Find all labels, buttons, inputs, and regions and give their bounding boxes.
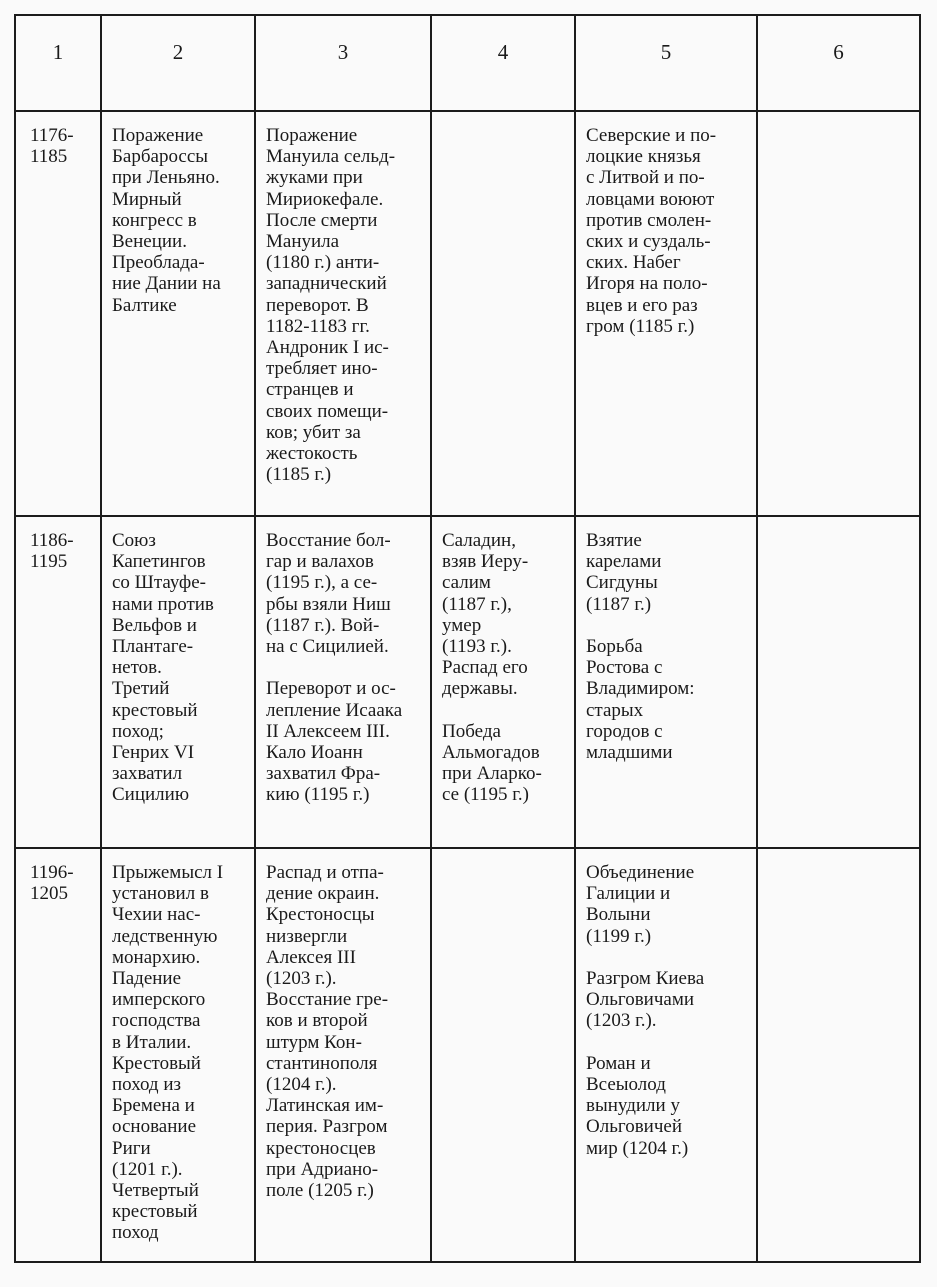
table-row — [15, 111, 920, 516]
table-cell — [255, 111, 431, 516]
cell-text: Распад и отпа- дение окраин. Крестоносцы низвергли Алексея III (1203 г.). Восстание гре- ков и второй штурм Кон- стантинополя (1204 г.). Латинская им- перия. Разгром крестоносцев при Адриано- поле (1205 г.) — [266, 862, 389, 1202]
table-cell — [757, 848, 920, 1262]
table-cell — [575, 848, 757, 1262]
cell-text — [758, 849, 919, 872]
period-text: 1176- 1185 — [30, 125, 74, 168]
cell-text: Объединение Галиции и Волыни (1199 г.) Разгром Киева Ольговичами (1203 г.). Роман и Всеыолод вынудили у Ольговичей мир (1204 г.) — [586, 862, 705, 1159]
column-header-2: 2 — [101, 15, 255, 111]
period-text: 1196- 1205 — [30, 862, 74, 905]
cell-text: Союз Капетингов со Штауфе- нами против Вельфов и Плантаге- нетов. Третий крестовый поход; Генрих VI захватил Сицилию — [112, 530, 214, 806]
cell-text: Прыжемысл I установил в Чехии нас- ледственную монархию. Падение имперского господства в Италии. Крестовый поход из Бремена и основание Риги (1201 г.). Четвертый крестовый поход — [112, 862, 224, 1244]
cell-text — [432, 112, 574, 135]
column-header-4: 4 — [431, 15, 575, 111]
table-cell — [255, 848, 431, 1262]
period-cell — [15, 516, 101, 848]
table-cell — [757, 516, 920, 848]
table-cell — [431, 111, 575, 516]
period-cell — [15, 111, 101, 516]
table-row — [15, 848, 920, 1262]
cell-text: Взятие карелами Сигдуны (1187 г.) Борьба Ростова с Владимиром: старых городов с младшими — [586, 530, 695, 764]
column-header-5: 5 — [575, 15, 757, 111]
column-header-3: 3 — [255, 15, 431, 111]
table-cell — [101, 516, 255, 848]
cell-text — [432, 849, 574, 872]
cell-text: Поражение Барбароссы при Леньяно. Мирный конгресс в Венеции. Преоблада- ние Дании на Балтике — [112, 125, 221, 316]
column-header-1: 1 — [15, 15, 101, 111]
period-text: 1186- 1195 — [30, 530, 74, 573]
cell-text: Саладин, взяв Иеру- салим (1187 г.), умер (1193 г.). Распад его державы. Победа Альмогадов при Аларко- се (1195 г.) — [442, 530, 542, 806]
cell-text: Поражение Мануила сельд- жуками при Мириокефале. После смерти Мануила (1180 г.) анти- западнический переворот. В 1182-1183 гг. Андроник I ис- требляет ино- странцев и своих помещи- ков; убит за жестокость (1185 г.) — [266, 125, 396, 486]
cell-text: Северские и по- лоцкие князья с Литвой и по- ловцами воюют против смолен- ских и суздаль- ских. Набег Игоря на поло- вцев и его раз гром (1185 г.) — [586, 125, 717, 337]
table-cell — [431, 848, 575, 1262]
cell-text — [758, 112, 919, 135]
column-header-6: 6 — [757, 15, 920, 111]
cell-text: Восстание бол- гар и валахов (1195 г.), а се- рбы взяли Ниш (1187 г.). Вой- на с Сицилией. Переворот и ос- лепление Исаака II Алексеем III. Кало Иоанн захватил Фра- кию (1195 г.) — [266, 530, 403, 806]
table-cell — [757, 111, 920, 516]
table-cell — [101, 848, 255, 1262]
table-cell — [575, 516, 757, 848]
table-cell — [255, 516, 431, 848]
table-cell — [431, 516, 575, 848]
table-row — [15, 516, 920, 848]
chronology-table — [14, 14, 921, 1263]
period-cell — [15, 848, 101, 1262]
cell-text — [758, 517, 919, 540]
table-cell — [575, 111, 757, 516]
table-cell — [101, 111, 255, 516]
header-row — [15, 15, 920, 111]
